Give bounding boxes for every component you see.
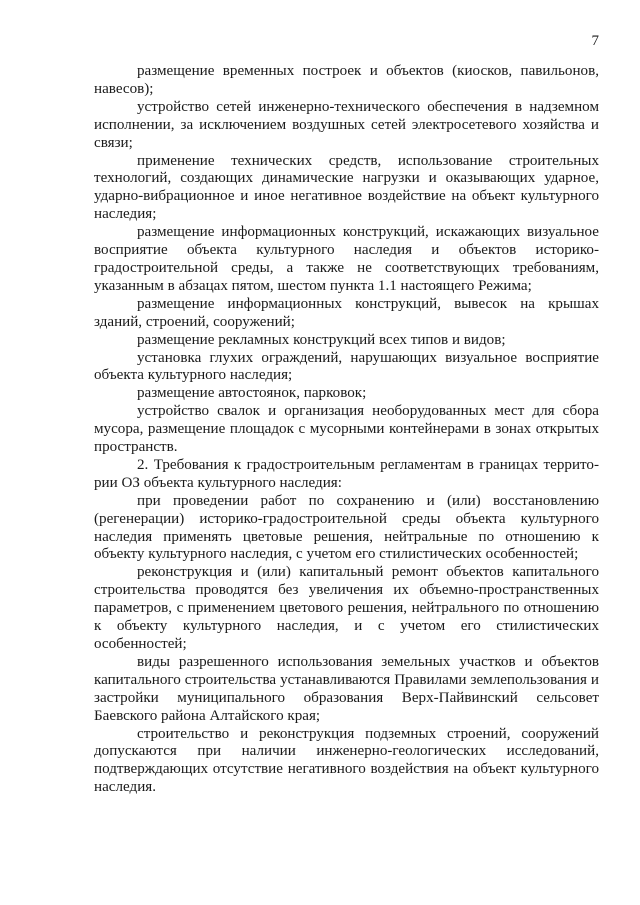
- paragraph-waste: устройство свалок и организация необорудованных мест для сбора мусора, размещение площадок с мусорными контейнерами в зонах открытых пространств.: [94, 403, 599, 456]
- paragraph-solid-fences: установка глухих ограждений, нарушающих визуальное восприятие объекта культурного наследия;: [94, 349, 599, 384]
- paragraph-utility-networks: устройство сетей инженерно-технического обеспечения в надземном исполнении, за исключением воздушных сетей электросетевого хозяйства и связи;: [94, 98, 599, 151]
- section-2-heading: [94, 457, 599, 493]
- paragraph-temporary-structures: размещение временных построек и объектов (киосков, павильонов, навесов);: [94, 63, 599, 97]
- paragraph-advertising: размещение рекламных конструкций всех типов и видов;: [137, 331, 506, 348]
- paragraph-color-solutions: при проведении работ по сохранению и (или) восстановлению (регенерации) историко-градостроительной среды объекта культурного наследия применять цветовые решения, нейтральные по отношению к объекту культурного наследия, с учетом его стилистических особенностей;: [94, 492, 599, 563]
- paragraph-land-use-rules: виды разрешенного использования земельных участков и объектов капитального строительства устанавливаются Правилами землепользования и застройки муниципального образования Верх-Пайвинский сельсовет Баевского района Алтайского края;: [94, 653, 599, 724]
- paragraph-parking: размещение автостоянок, парковок;: [137, 385, 367, 402]
- document-body: [94, 63, 599, 797]
- section-2-heading-line-2: рии ОЗ объекта культурного наследия:: [94, 474, 342, 491]
- paragraph-technical-means: применение технических средств, использование строительных технологий, создающих динамические нагрузки и оказывающих ударное, ударно-вибрационное и иное негативное воздействие на объект культурного наследия;: [94, 152, 599, 223]
- section-2-heading-line-1: 2. Требования к градостроительным регламентам в границах террито-: [137, 456, 599, 473]
- paragraph-underground-construction: строительство и реконструкция подземных строений, сооружений допускаются при наличии инженерно-геологических исследований, подтверждающих отсутствие негативного воздействия на объект культурного наследия.: [94, 725, 599, 796]
- page-number: 7: [591, 33, 599, 49]
- paragraph-reconstruction: реконструкция и (или) капитальный ремонт объектов капитального строительства проводятся без увеличения их объемно-пространственных параметров, с применением цветового решения, нейтрального по отношению к объекту культурного наследия, и с учетом его стилистических особенностей;: [94, 564, 599, 652]
- paragraph-signs-on-roofs: размещение информационных конструкций, вывесок на крышах зданий, строений, сооружений;: [94, 295, 599, 330]
- paragraph-information-structures: размещение информационных конструкций, искажающих визуальное восприятие объекта культурного наследия и объектов историко-градостроительной среды, а также не соответствующих требованиям, указанным в абзацах пятом, шестом пункта 1.1 настоящего Режима;: [94, 224, 599, 294]
